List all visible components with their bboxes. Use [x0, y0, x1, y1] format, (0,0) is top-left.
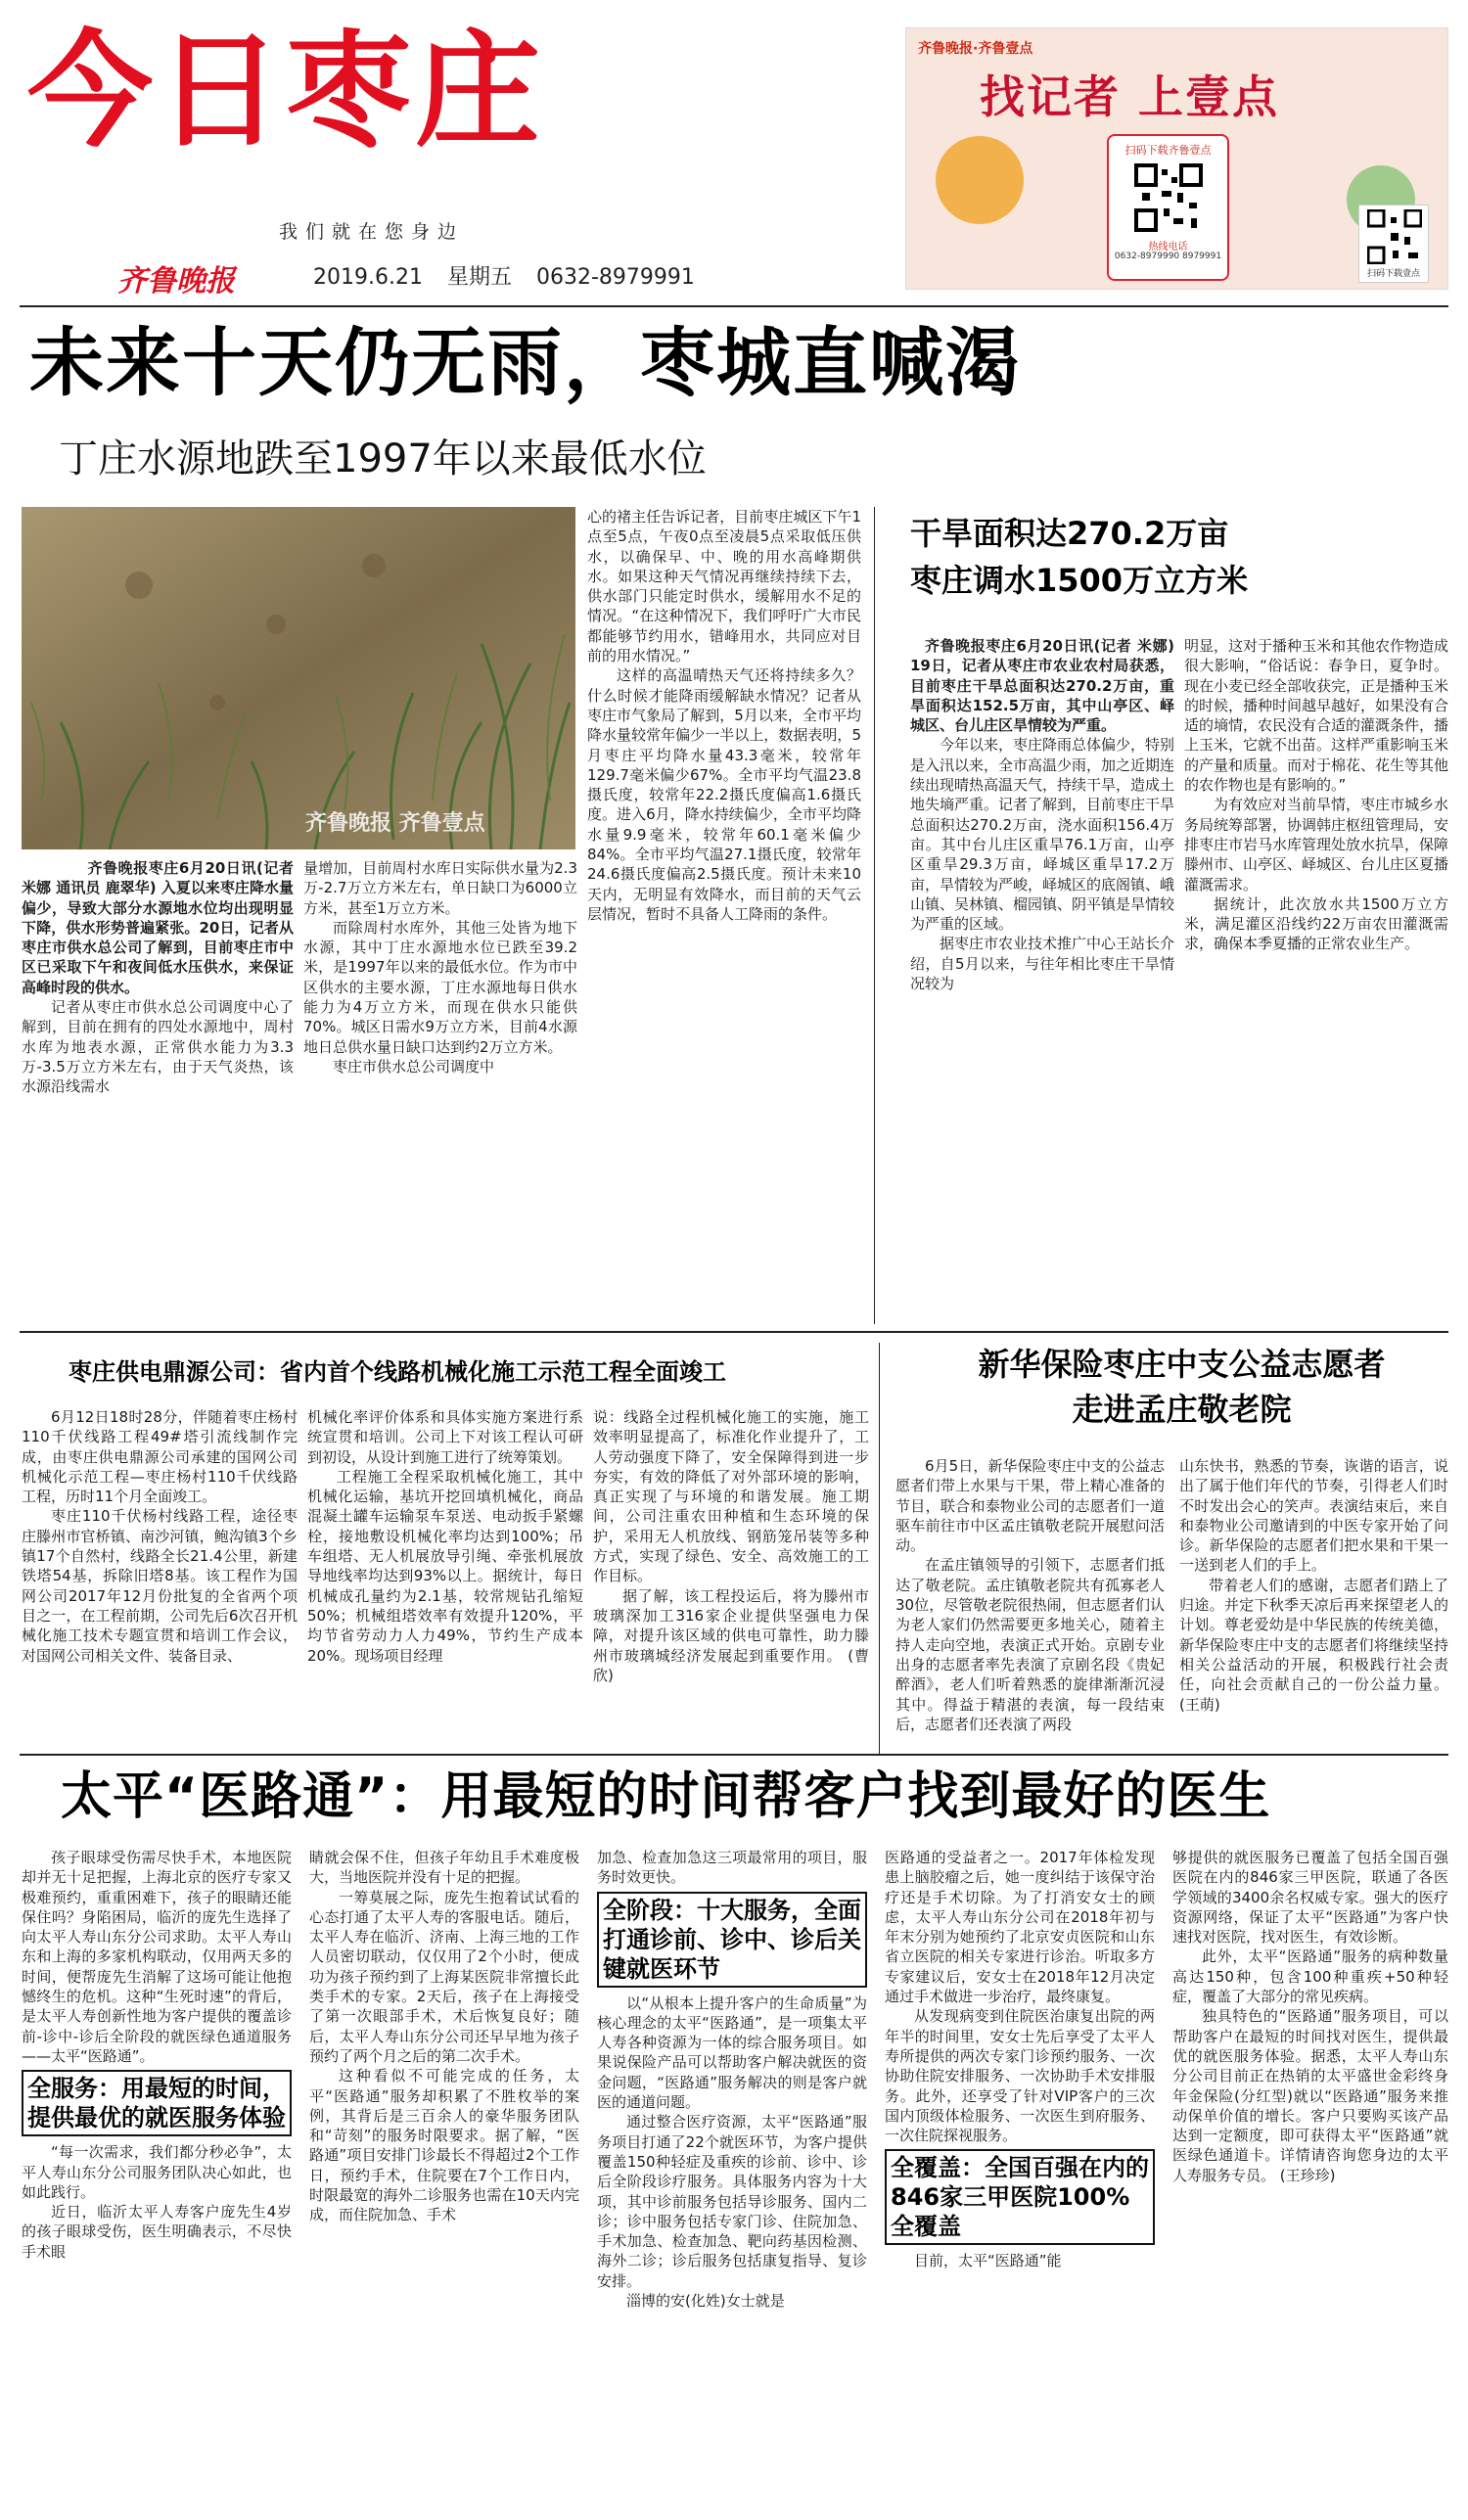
taiping-headline: 太平“医路通”：用最短的时间帮客户找到最好的医生 — [61, 1767, 1271, 1826]
taiping-col3-p4: 淄博的安(化姓)女士就是 — [626, 2292, 785, 2311]
masthead-divider — [20, 305, 1448, 307]
column-divider — [874, 507, 875, 1324]
power-headline: 枣庄供电鼎源公司：省内首个线路机械化施工示范工程全面竣工 — [69, 1358, 726, 1386]
drought-headline-2: 枣庄调水1500万立方米 — [910, 562, 1249, 599]
column-divider-2 — [879, 1343, 880, 1754]
drought-column-2 — [1184, 636, 1448, 1321]
drought-col2-p3: 据统计，此次放水共1500万立方米，满足灌区沿线约22万亩农田灌溉需求，确保本季夏播的正常农业生产。 — [1184, 894, 1448, 953]
lead-headline: 未来十天仍无雨，枣城直喊渴 — [29, 319, 1022, 406]
taiping-col4-p1: 医路通的受益者之一。2017年体检发现患上脑胶瘤之后，她一度纠结于该保守治疗还是手术切除。为了打消安女士的顾虑，太平人寿山东分公司在2018年初与年末分别为她预约了北京安贞医院和山东省立医院的相关专家进行诊治。听取多方专家建议后，安女士在2018年12月决定通过手术做进一步治疗，最终康复。 — [885, 1849, 1155, 2006]
taiping-column-4 — [885, 1848, 1155, 2513]
power-col1-p2: 枣庄110千伏杨村线路工程，途径枣庄滕州市官桥镇、南沙河镇，鲍沟镇3个乡镇17个自然村，线路全长21.4公里，新建铁塔54基，拆除旧塔8基。该工程作为国网公司2017年12月份批复的全省两个项目之一，在工程前期，公司先后6次召开机械化施工技术专题宣贯和培训工作会议，对国网公司相关文件、装备目录、 — [22, 1507, 298, 1665]
lead-col3-p2: 这样的高温晴热天气还将持续多久？什么时候才能降雨缓解缺水情况？记者从枣庄市气象局了解到，5月以来，全市平均降水量较常年偏少一半以上，数据表明，5月枣庄平均降水量43.3毫米，较常年129.7毫米偏少67%。全市平均气温23.8摄氏度，较常年22.2摄氏度偏高1.6摄氏度。进入6月，降水持续偏少，全市平均降水量9.9毫米，较常年60.1毫米偏少84%。全市平均气温27.1摄氏度，较常年24.6摄氏度偏高2.5摄氏度。预计未来10天内，无明显有效降水，而目前的天气云层情况，暂时不具备人工降雨的条件。 — [587, 666, 861, 923]
lead-col2-p1: 量增加，目前周村水库日实际供水量为2.3万-2.7万立方米左右，单日缺口为6000立方米，甚至1万立方米。 — [303, 859, 577, 917]
ad-hotline-label: 热线电话 — [1148, 242, 1188, 252]
drought-col1-p1: 齐鲁晚报枣庄6月20日讯(记者 米娜) 19日，记者从枣庄市农业农村局获悉，目前枣庄干旱总面积达270.2万亩，重旱面积达152.5万亩，其中山亭区、峄城区、台儿庄区旱情较为严重。 — [910, 637, 1174, 735]
masthead-slogan: 我们就在您身边 — [279, 221, 465, 243]
drought-photo — [22, 507, 575, 849]
taiping-subhead-1: 全服务：用最短的时间，提供最优的就医服务体验 — [22, 2070, 292, 2136]
ad-decoration-icon — [936, 136, 1024, 224]
lead-column-2 — [303, 858, 577, 1323]
taiping-column-3 — [597, 1848, 867, 2513]
lead-col2-p2: 而除周村水库外，其他三处皆为地下水源，其中丁庄水源地水位已跌至39.2米，是1997年以来的最低水位。作为市中区供水的主要水源，丁庄水源地每日供水能力为4万立方米，而现在供水只能供70%。城区日需水9万立方米，目前4水源地日总供水量日缺口达到约2万立方米。 — [303, 918, 577, 1056]
section-divider — [20, 1331, 1448, 1333]
issue-date: 2019.6.21 — [313, 265, 423, 290]
drought-col2-p2: 为有效应对当前旱情，枣庄市城乡水务局统筹部署，协调韩庄枢纽管理局，安排枣庄市岩马水库管理处放水抗旱，保障滕州市、山亭区、峄城区、台儿庄区夏播灌溉需求。 — [1184, 796, 1448, 893]
power-col1-p1: 6月12日18时28分，伴随着枣庄杨村110千伏线路工程49#塔引流线制作完成，由枣庄供电鼎源公司承建的国网公司机械化示范工程—枣庄杨村110千伏线路工程，历时11个月全面竣工。 — [22, 1408, 298, 1506]
taiping-subhead-3: 全覆盖：全国百强在内的846家三甲医院100%全覆盖 — [885, 2149, 1155, 2245]
hotline-phone: 0632-8979991 — [535, 265, 695, 290]
ad-brand: 齐鲁晚报·齐鲁壹点 — [918, 41, 1033, 57]
photo-illustration — [22, 507, 575, 849]
power-column-2 — [307, 1407, 583, 1746]
xinhua-col2-p1: 山东快书，熟悉的节奏，诙谐的语言，说出了属于他们年代的节奏，引得老人们时不时发出会心的笑声。表演结束后，来自和泰物业公司邀请到的中医专家开始了问诊。新华保险的志愿者们把水果和干果一一送到老人们的手上。 — [1179, 1457, 1448, 1575]
lead-col1-p2: 记者从枣庄市供水总公司调度中心了解到，目前在拥有的四处水源地中，周村水库为地表水源，正常供水能力为3.3万-3.5万立方米左右，由于天气炎热，该水源沿线需水 — [22, 998, 294, 1096]
taiping-col1-p1: 孩子眼球受伤需尽快手术，本地医院却并无十足把握，上海北京的医疗专家又极难预约，重重困难下，孩子的眼睛还能保住吗？身陷困局，临沂的庞先生选择了向太平人寿山东分公司求助。太平人寿山东和上海的多家机构联动，仅用两天多的时间，便帮庞先生消解了这场可能让他抱憾终生的危机。这种“生死时速”的背后，是太平人寿创新性地为客户提供的覆盖诊前-诊中-诊后全阶段的就医绿色通道服务——太平“医路通”。 — [22, 1849, 292, 2065]
drought-col2-p1: 明显，这对于播种玉米和其他农作物造成很大影响，“俗话说：春争日，夏争时。现在小麦已经全部收获完，正是播种玉米的时候，播种时间越早越好，如果没有合适的墒情，农民没有合适的灌溉条件，播上玉米，它就不出苗。这样严重影响玉米的产量和质量。而对于棉花、花生等其他的农作物也是有影响的。” — [1184, 637, 1448, 795]
ad-hotline: 0632-8979990 8979991 — [1114, 252, 1222, 261]
photo-watermark: 齐鲁晚报 齐鲁壹点 — [305, 811, 485, 836]
taiping-col1-p3: 近日，临沂太平人寿客户庞先生4岁的孩子眼球受伤，医生明确表示，不尽快手术眼 — [22, 2203, 292, 2261]
qr-code-icon — [1134, 163, 1203, 232]
taiping-col4-p3: 目前，太平“医路通”能 — [914, 2252, 1062, 2270]
power-col2-p1: 机械化率评价体系和具体实施方案进行系统宣贯和培训。公司上下对该工程认可研到初设，从设计到施工进行了统筹策划。 — [307, 1408, 583, 1466]
taiping-col2-p3: 这种看似不可能完成的任务，太平“医路通”服务却积累了不胜枚举的案例，其背后是三百余人的豪华服务团队和“苛刻”的服务时限要求。据了解，“医路通”项目安排门诊最长不得超过2个工作日，预约手术，住院要在7个工作日内，时限最宽的海外二诊服务也需在10天内完成，而住院加急、手术 — [309, 2067, 579, 2224]
xinhua-column-2 — [1179, 1456, 1448, 1750]
drought-headline-1: 干旱面积达270.2万亩 — [910, 515, 1229, 552]
taiping-col3-p1: 加急、检查加急这三项最常用的项目，服务时效更快。 — [597, 1849, 867, 1887]
masthead-title: 今日枣庄 — [27, 19, 545, 164]
lead-col1-p1: 齐鲁晚报枣庄6月20日讯(记者 米娜 通讯员 鹿翠华) 入夏以来枣庄降水量偏少，导致大部分水源地水位均出现明显下降，供水形势普遍紧张。20日，记者从枣庄市供水总公司了解到，目前枣庄市中区已采取下午和夜间低水压供水，来保证高峰时段的供水。 — [22, 859, 294, 996]
taiping-subhead-2: 全阶段：十大服务，全面打通诊前、诊中、诊后关键就医环节 — [597, 1892, 867, 1988]
xinhua-col1-p1: 6月5日，新华保险枣庄中支的公益志愿者们带上水果与干果，带上精心准备的节目，联合和泰物业公司的志愿者们一道驱车前往市中区孟庄镇敬老院开展慰问活动。 — [895, 1457, 1165, 1555]
lead-column-3 — [587, 507, 861, 1323]
app-qr-code-icon — [1367, 209, 1422, 264]
taiping-col3-p2: 以“从根本上提升客户的生命质量”为核心理念的太平“医路通”，是一项集太平人寿各种资源为一体的综合服务项目。如果说保险产品可以帮助客户解决就医的资金问题，“医路通”服务解决的则是客户就医的通道问题。 — [597, 1993, 867, 2112]
ad-app-label: 扫码下载壹点 — [1366, 269, 1420, 279]
xinhua-col1-p2: 在孟庄镇领导的引领下，志愿者们抵达了敬老院。孟庄镇敬老院共有孤寡老人30位，尽管敬老院很热闹，但志愿者们认为老人家们仍然需要更多地关心，随着主持人走向空地，表演正式开始。京剧专业出身的志愿者率先表演了京剧名段《贵妃醉酒》，老人们听着熟悉的旋律渐渐沉浸其中。得益于精湛的表演，每一段结束后，志愿者们还表演了两段 — [895, 1556, 1165, 1733]
lead-column-1 — [22, 858, 294, 1323]
taiping-col3-p3: 通过整合医疗资源，太平“医路通”服务项目打通了22个就医环节，为客户提供覆盖150种轻症及重疾的诊前、诊中、诊后全阶段诊疗服务。具体服务内容为十大项，其中诊前服务包括导诊服务、国内二诊；诊中服务包括专家门诊、住院加急、手术加急、检查加急、靶向药基因检测、海外二诊；诊后服务包括康复指导、复诊安排。 — [597, 2113, 867, 2290]
xinhua-col2-p2: 带着老人们的感谢，志愿者们踏上了归途。并定下秋季天凉后再来探望老人的计划。尊老爱幼是中华民族的传统美德，新华保险枣庄中支的志愿者们将继续坚持相关公益活动的开展，积极践行社会责任，向社会贡献自己的一份公益力量。 (王萌) — [1179, 1576, 1448, 1714]
masthead-brand: 齐鲁晚报 — [117, 264, 235, 298]
drought-col1-p2: 今年以来，枣庄降雨总体偏少，特别是入汛以来，全市高温少雨，加之近期连续出现晴热高温天气，持续干旱，造成土地失墒严重。记者了解到，目前枣庄干旱总面积达270.2万亩，浇水面积156.4万亩。其中台儿庄区重旱76.1万亩，山亭区重旱29.3万亩，峄城区重旱17.2万亩，旱情较为严峻，峄城区的底阁镇、峨山镇、吴林镇、榴园镇、阴平镇是旱情较为严重的区域。 — [910, 736, 1174, 934]
taiping-column-5 — [1172, 1848, 1448, 2513]
xinhua-column-1 — [895, 1456, 1165, 1750]
taiping-column-1 — [22, 1848, 292, 2513]
power-col2-p2: 工程施工全程采取机械化施工，其中机械化运输，基坑开挖回填机械化，商品混凝土罐车运输泵车泵送、电动扳手紧螺栓，接地敷设机械化率均达到100%；吊车组塔、无人机展放导引绳、牵张机展放导地线率均达到93%以上。据统计，每日机械成孔量约为2.1基，较常规钻孔缩短50%；机械组塔效率有效提升120%，平均节省劳动力人力49%，节约生产成本20%。现场项目经理 — [307, 1467, 583, 1665]
ad-banner[interactable] — [905, 27, 1448, 290]
dateline — [313, 260, 695, 291]
ad-app-qr — [1358, 205, 1429, 283]
ad-phone-frame — [1107, 134, 1229, 281]
taiping-column-2 — [309, 1848, 579, 2513]
xinhua-headline-1: 新华保险枣庄中支公益志愿者 — [978, 1346, 1386, 1383]
lead-col3-p1: 心的褚主任告诉记者，目前枣庄城区下午1点至5点，午夜0点至凌晨5点采取低压供水，以确保早、中、晚的用水高峰期供水。如果这种天气情况再继续持续下去，供水部门只能定时供水，缓解用水不足的情况。“在这种情况下，我们呼吁广大市民都能够节约用水，错峰用水，共同应对目前的用水情况。” — [587, 508, 861, 665]
power-col3-p2: 据了解，该工程投运后，将为滕州市玻璃深加工316家企业提供坚强电力保障，对提升该区域的供电可靠性，助力滕州市玻璃城经济发展起到重要作用。 (曹欣) — [593, 1586, 869, 1684]
taiping-col2-p1: 睛就会保不住，但孩子年幼且手术难度极大，当地医院并没有十足的把握。 — [309, 1849, 579, 1887]
taiping-col5-p3: 独具特色的“医路通”服务项目，可以帮助客户在最短的时间找对医生，提供最优的就医服务体验。据悉，太平人寿山东分公司目前正在热销的太平盛世金彩终身年金保险(分红型)就以“医路通”服务来推动保单价值的增长。客户只要购买该产品达到一定额度，即可获得太平“医路通”就医绿色通道卡。详情请咨询您身边的太平人寿服务专员。 (王珍珍) — [1172, 2007, 1448, 2184]
power-column-1 — [22, 1407, 298, 1746]
xinhua-headline-2: 走进孟庄敬老院 — [1072, 1391, 1292, 1428]
taiping-col1-p2: “每一次需求，我们都分秒必争”，太平人寿山东分公司服务团队决心如此，也如此践行。 — [22, 2143, 292, 2201]
lead-subhead: 丁庄水源地跌至1997年以来最低水位 — [59, 436, 707, 481]
drought-col1-p3: 据枣庄市农业技术推广中心王站长介绍，自5月以来，与往年相比枣庄干旱情况较为 — [910, 935, 1174, 993]
taiping-col5-p1: 够提供的就医服务已覆盖了包括全国百强医院在内的846家三甲医院，联通了各医学领域的3400余名权威专家。强大的医疗资源网络，保证了太平“医路通”为客户快速找对医院，找对医生，有效诊断。 — [1172, 1849, 1448, 1947]
ad-scan-label: 扫码下载齐鲁壹点 — [1124, 144, 1212, 157]
power-col3-p1: 说：线路全过程机械化施工的实施，施工效率明显提高了，标准化作业提升了，工人劳动强度下降了，安全保障得到进一步夯实，有效的降低了对外部环境的影响，真正实现了与环境的和谐发展。施工期间，公司注重农田种植和生态环境的保护，采用无人机放线、钢筋笼吊装等多种方式，实现了绿色、安全、高效施工的工作目标。 — [593, 1408, 869, 1585]
power-column-3 — [593, 1407, 869, 1746]
drought-column-1 — [910, 636, 1174, 1321]
ad-slogan: 找记者 上壹点 — [980, 70, 1280, 123]
section-divider-2 — [20, 1754, 1448, 1756]
issue-weekday: 星期五 — [446, 265, 512, 290]
lead-col2-p3: 枣庄市供水总公司调度中 — [333, 1057, 495, 1076]
taiping-col2-p2: 一筹莫展之际，庞先生抱着试试看的心态打通了太平人寿的客服电话。随后，太平人寿在临沂、济南、上海三地的工作人员密切联动，仅仅用了2个小时，便成功为孩子预约到了上海某医院非常擅长此类手术的专家。2天后，孩子在上海接受了第一次眼部手术，术后恢复良好；随后，太平人寿山东分公司还早早地为孩子预约了两个月之后的第二次手术。 — [309, 1888, 579, 2065]
taiping-col4-p2: 从发现病变到住院医治康复出院的两年半的时间里，安女士先后享受了太平人寿所提供的两次专家门诊预约服务、一次协助住院安排服务、一次协助手术安排服务。此外，还享受了针对VIP客户的三次国内顶级体检服务、一次医生到府服务、一次住院探视服务。 — [885, 2007, 1155, 2145]
taiping-col5-p2: 此外，太平“医路通”服务的病种数量高达150种，包含100种重疾+50种轻症，覆盖了大部分的常见疾病。 — [1172, 1947, 1448, 2006]
